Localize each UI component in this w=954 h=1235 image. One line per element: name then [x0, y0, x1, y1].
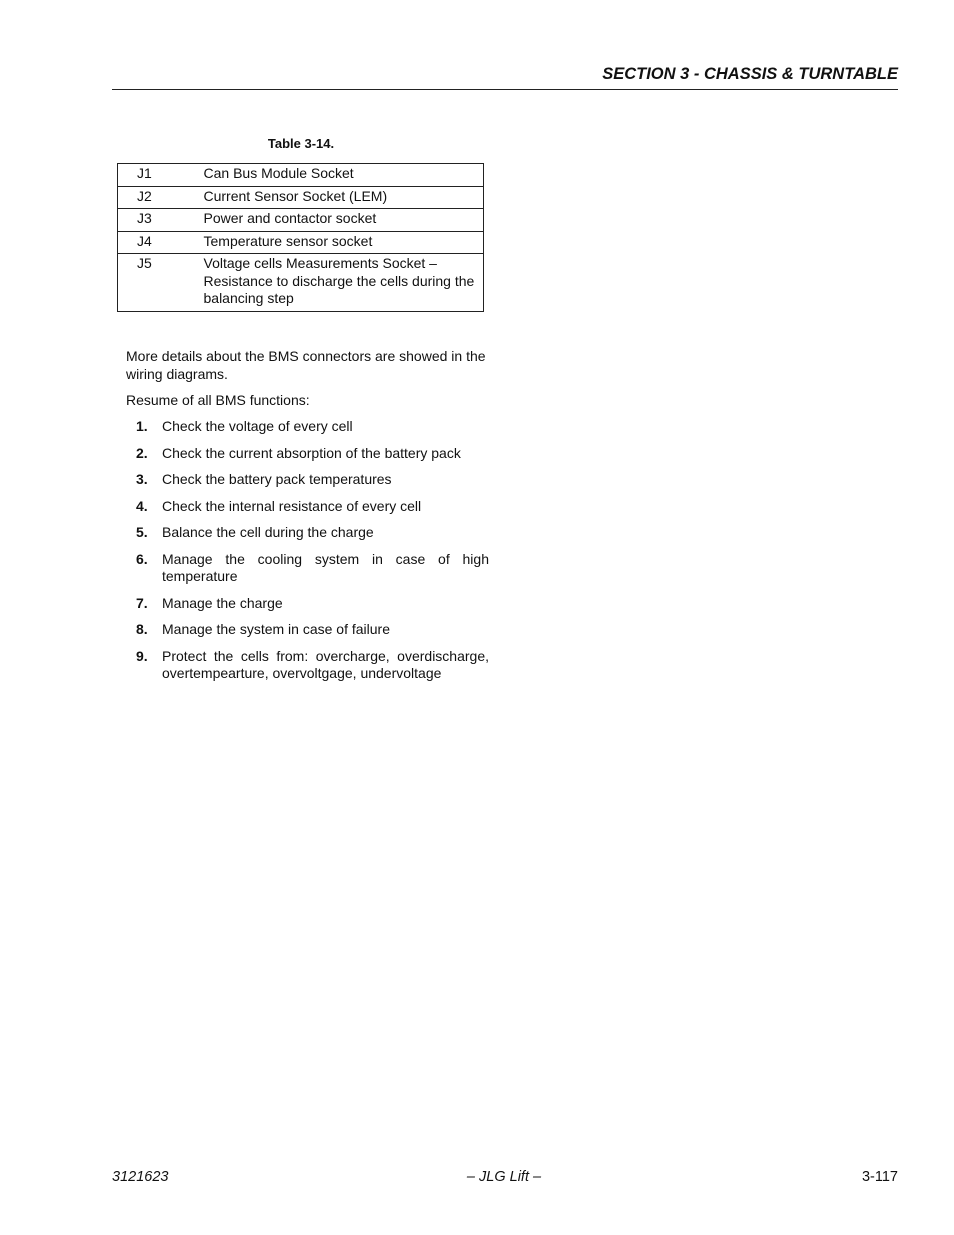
- list-item-number: 6.: [136, 550, 148, 567]
- list-item: [126, 595, 489, 613]
- list-item-number: 1.: [136, 418, 148, 434]
- connector-code: J5: [118, 254, 204, 312]
- list-item-number: 3.: [136, 471, 148, 487]
- list-item-text: Check the internal resistance of every cell: [162, 497, 422, 514]
- connector-description: Current Sensor Socket (LEM): [204, 186, 484, 209]
- list-item-number: 8.: [136, 621, 148, 637]
- list-item: [126, 551, 489, 586]
- list-item-text: Check the voltage of every cell: [162, 418, 353, 434]
- list-item: [126, 621, 489, 639]
- list-item-text: Manage the system in case of failure: [162, 621, 391, 637]
- connector-code: J3: [118, 209, 204, 232]
- list-item-number: 7.: [136, 594, 148, 611]
- list-item: [126, 524, 489, 542]
- list-item-text: Balance the cell during the charge: [162, 524, 374, 540]
- connector-description: Power and contactor socket: [204, 209, 484, 232]
- connector-table: [117, 163, 484, 312]
- table-row: [118, 254, 484, 312]
- connector-code: J1: [118, 164, 204, 187]
- list-item-text: Check the battery pack temperatures: [162, 471, 392, 487]
- list-item: [126, 498, 489, 516]
- connector-description: Can Bus Module Socket: [204, 164, 484, 187]
- bms-functions-intro: Resume of all BMS functions:: [126, 392, 310, 408]
- list-item-number: 9.: [136, 647, 148, 664]
- footer-doc-number: 3121623: [112, 1169, 169, 1185]
- list-item-number: 4.: [136, 497, 148, 514]
- connector-code: J2: [118, 186, 204, 209]
- list-item: [126, 648, 489, 683]
- table-row: [118, 231, 484, 254]
- section-title: SECTION 3 - CHASSIS & TURNTABLE: [602, 65, 898, 83]
- bms-functions-list: [126, 418, 489, 692]
- table-caption: Table 3-14.: [267, 136, 335, 151]
- connector-code: J4: [118, 231, 204, 254]
- list-item: [126, 418, 489, 436]
- list-item: [126, 471, 489, 489]
- table-row: [118, 209, 484, 232]
- header-divider: [112, 89, 898, 90]
- footer-publisher: – JLG Lift –: [466, 1169, 542, 1185]
- connector-description: Temperature sensor socket: [204, 231, 484, 254]
- bms-connectors-paragraph: More details about the BMS connectors are showed in the wiring diagrams.: [126, 348, 486, 382]
- connector-description: Voltage cells Measurements Socket – Resistance to discharge the cells during the balancing step: [204, 254, 484, 312]
- footer-page-number: 3-117: [861, 1169, 898, 1185]
- list-item-text: Manage the charge: [162, 594, 283, 611]
- table-row: [118, 186, 484, 209]
- list-item-text: Check the current absorption of the battery pack: [162, 444, 461, 461]
- list-item-number: 2.: [136, 444, 148, 461]
- list-item: [126, 445, 489, 463]
- table-row: [118, 164, 484, 187]
- list-item-text: Protect the cells from: overcharge, overdischarge, overtempearture, overvoltgage, undervoltage: [162, 647, 489, 681]
- list-item-text: Manage the cooling system in case of high temperature: [162, 550, 489, 584]
- list-item-number: 5.: [136, 524, 148, 540]
